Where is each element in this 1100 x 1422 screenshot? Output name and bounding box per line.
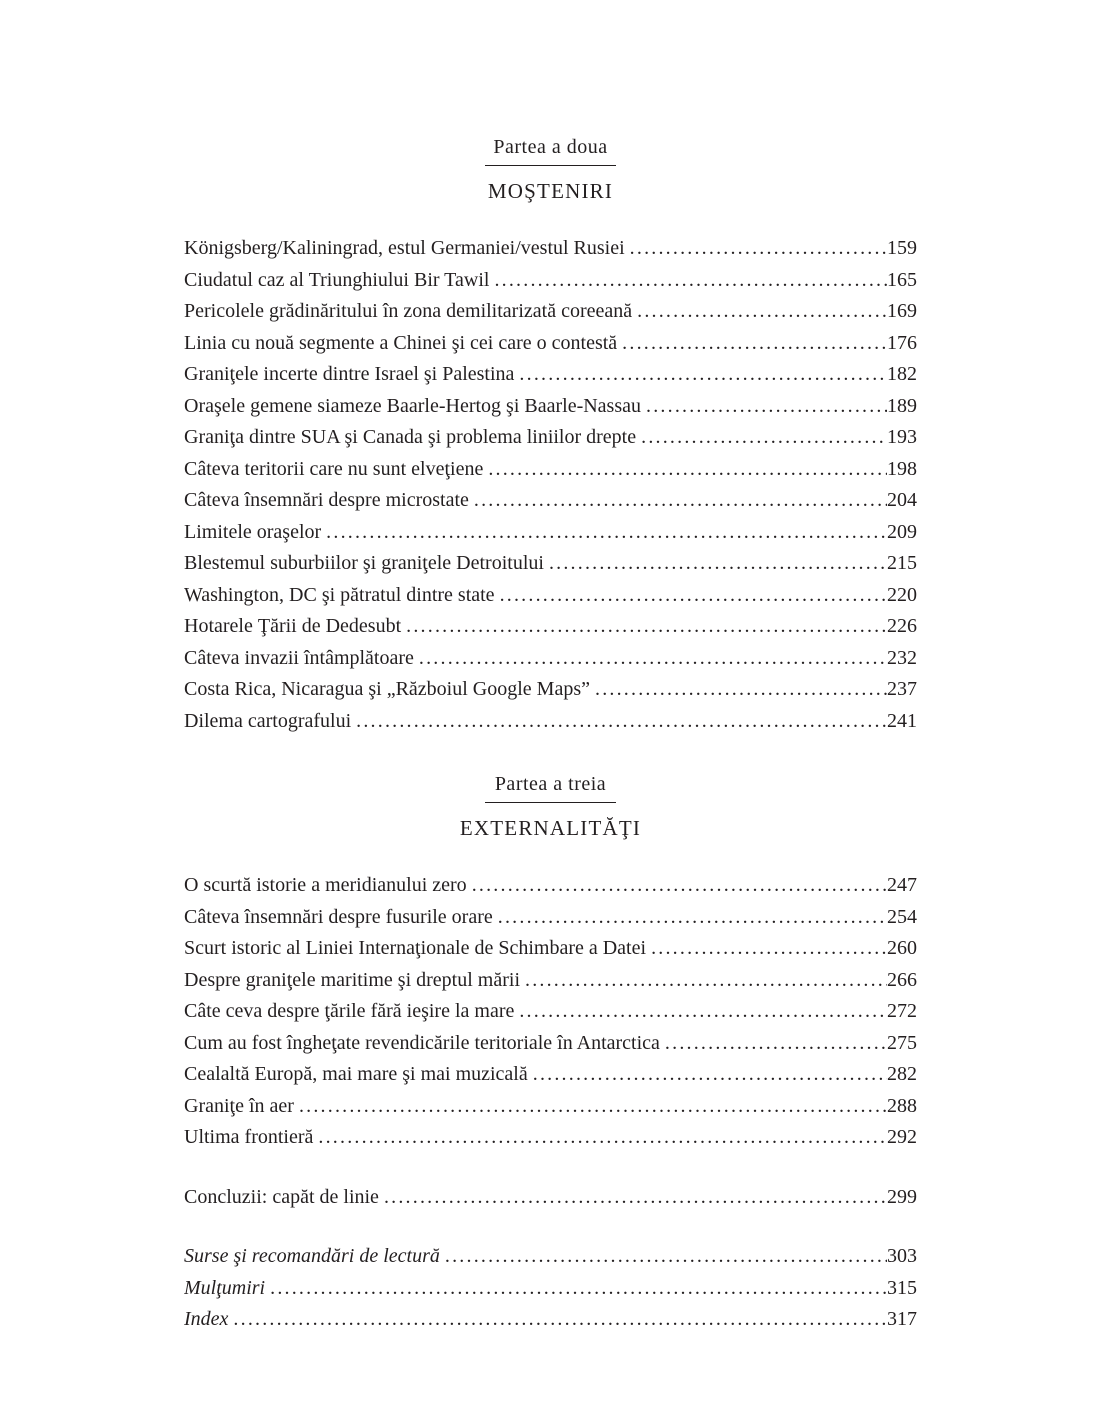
dot-leader [379,1182,887,1214]
dot-leader [625,233,887,265]
entry-page: 275 [887,1031,917,1054]
toc-entry[interactable] [184,1122,917,1154]
dot-leader [590,674,887,706]
entry-title: Câteva însemnări despre microstate [184,489,469,511]
entry-title: O scurtă istorie a meridianului zero [184,874,467,896]
entry-title: Washington, DC şi pătratul dintre state [184,583,495,606]
entry-title: Dilema cartografului [184,709,352,732]
dot-leader [514,996,887,1028]
entry-title: Linia cu nouă segmente a Chinei şi cei care o contestă [184,331,618,354]
dot-leader [632,296,887,328]
part3-header [184,769,917,843]
toc-entry[interactable] [184,548,917,580]
entry-page: 260 [887,937,917,959]
entry-page: 317 [887,1308,917,1330]
toc-entry[interactable] [184,643,917,675]
entry-page: 299 [887,1185,917,1208]
part-title: MOŞTENIRI [487,179,614,203]
entry-page: 226 [887,615,917,637]
part-divider [485,165,616,166]
entry-page: 215 [887,552,917,574]
toc-entry[interactable] [184,933,917,965]
dot-leader [493,902,887,934]
backmatter-section [184,1241,917,1336]
entry-page: 315 [887,1276,917,1299]
dot-leader [514,359,887,391]
part-divider [485,802,616,803]
entry-title: Oraşele gemene siameze Baarle-Hertog şi Baarle-Nassau [184,394,642,417]
toc-entry[interactable] [184,870,917,902]
toc-entry[interactable] [184,580,917,612]
toc-entry-conclusion[interactable] [184,1182,917,1214]
entry-title: Hotarele Ţării de Dedesubt [184,615,402,637]
entry-page: 193 [887,426,917,448]
dot-leader [467,870,887,902]
toc-entry[interactable] [184,485,917,517]
entry-page: 241 [887,709,917,732]
entry-title: Königsberg/Kaliningrad, estul Germaniei/vestul Rusiei [184,237,625,259]
dot-leader [440,1241,887,1273]
toc-entry[interactable] [184,611,917,643]
entry-page: 176 [887,331,917,354]
entry-page: 165 [887,268,917,291]
dot-leader [646,933,887,965]
entry-title: Mulţumiri [184,1276,266,1299]
entry-title: Câteva teritorii care nu sunt elveţiene [184,457,484,480]
dot-leader [483,454,887,486]
toc-entry[interactable] [184,965,917,997]
entry-page: 266 [887,968,917,991]
entry-title: Cealaltă Europă, mai mare şi mai muzicală [184,1063,528,1085]
dot-leader [617,328,887,360]
part-label: Partea a doua [493,136,608,158]
part-label: Partea a treia [494,773,607,795]
dot-leader [321,517,887,549]
dot-leader [294,1091,887,1123]
entry-title: Câteva invazii întâmplătoare [184,646,414,669]
entry-title: Scurt istoric al Liniei Internaţionale de Schimbare a Datei [184,937,647,959]
toc-entry[interactable] [184,1091,917,1123]
entry-page: 288 [887,1094,917,1117]
dot-leader [489,265,887,297]
entry-page: 237 [887,678,917,700]
dot-leader [265,1273,887,1305]
dot-leader [228,1304,887,1336]
entry-page: 189 [887,394,917,417]
dot-leader [660,1028,887,1060]
toc-entry[interactable] [184,1028,917,1060]
entry-page: 198 [887,457,917,480]
entry-title: Limitele oraşelor [184,520,322,543]
entry-title: Pericolele grădinăritului în zona demilitarizată coreeană [184,300,633,322]
entry-title: Concluzii: capăt de linie [184,1185,379,1208]
toc-entry[interactable] [184,296,917,328]
part-title: EXTERNALITĂŢI [459,816,642,840]
part3-entries [184,870,917,1154]
toc-entry[interactable] [184,233,917,265]
entry-page: 292 [887,1126,917,1148]
entry-title: Index [184,1308,229,1330]
toc-entry[interactable] [184,902,917,934]
dot-leader [528,1059,887,1091]
dot-leader [469,485,887,517]
dot-leader [641,391,887,423]
table-of-contents-page [184,132,917,1336]
entry-page: 220 [887,583,917,606]
conclusion-section [184,1182,917,1214]
toc-entry[interactable] [184,359,917,391]
entry-title: Câte ceva despre ţările fără ieşire la mare [184,1000,515,1022]
toc-entry[interactable] [184,996,917,1028]
dot-leader [544,548,887,580]
entry-title: Surse şi recomandări de lectură [184,1245,440,1267]
dot-leader [313,1122,887,1154]
toc-entry[interactable] [184,391,917,423]
entry-page: 282 [887,1063,917,1085]
toc-entry[interactable] [184,517,917,549]
entry-title: Câteva însemnări despre fusurile orare [184,905,493,928]
toc-entry[interactable] [184,422,917,454]
entry-title: Despre graniţele maritime şi dreptul mării [184,968,520,991]
dot-leader [401,611,887,643]
toc-entry[interactable] [184,265,917,297]
entry-page: 254 [887,905,917,928]
entry-page: 303 [887,1245,917,1267]
entry-page: 169 [887,300,917,322]
entry-page: 182 [887,363,917,385]
entry-page: 159 [887,237,917,259]
toc-entry[interactable] [184,1059,917,1091]
entry-page: 209 [887,520,917,543]
dot-leader [495,580,887,612]
dot-leader [520,965,887,997]
entry-title: Graniţa dintre SUA şi Canada şi problema liniilor drepte [184,426,637,448]
toc-entry[interactable] [184,706,917,738]
part2-header [184,132,917,206]
entry-page: 204 [887,489,917,511]
toc-entry[interactable] [184,328,917,360]
part2-entries [184,233,917,737]
entry-title: Ultima frontieră [184,1126,314,1148]
toc-entry[interactable] [184,674,917,706]
entry-title: Blestemul suburbiilor şi graniţele Detroitului [184,552,544,574]
entry-page: 247 [887,874,917,896]
entry-title: Ciudatul caz al Triunghiului Bir Tawil [184,268,490,291]
entry-title: Graniţe în aer [184,1094,294,1117]
entry-title: Costa Rica, Nicaragua şi „Războiul Google Maps” [184,678,590,700]
toc-entry[interactable] [184,454,917,486]
toc-entry-index[interactable] [184,1304,917,1336]
dot-leader [351,706,887,738]
toc-entry-sources[interactable] [184,1241,917,1273]
toc-entry-acknowledgements[interactable] [184,1273,917,1305]
entry-title: Graniţele incerte dintre Israel şi Palestina [184,363,515,385]
dot-leader [636,422,887,454]
dot-leader [414,643,887,675]
entry-page: 272 [887,1000,917,1022]
entry-title: Cum au fost îngheţate revendicările teritoriale în Antarctica [184,1031,660,1054]
entry-page: 232 [887,646,917,669]
